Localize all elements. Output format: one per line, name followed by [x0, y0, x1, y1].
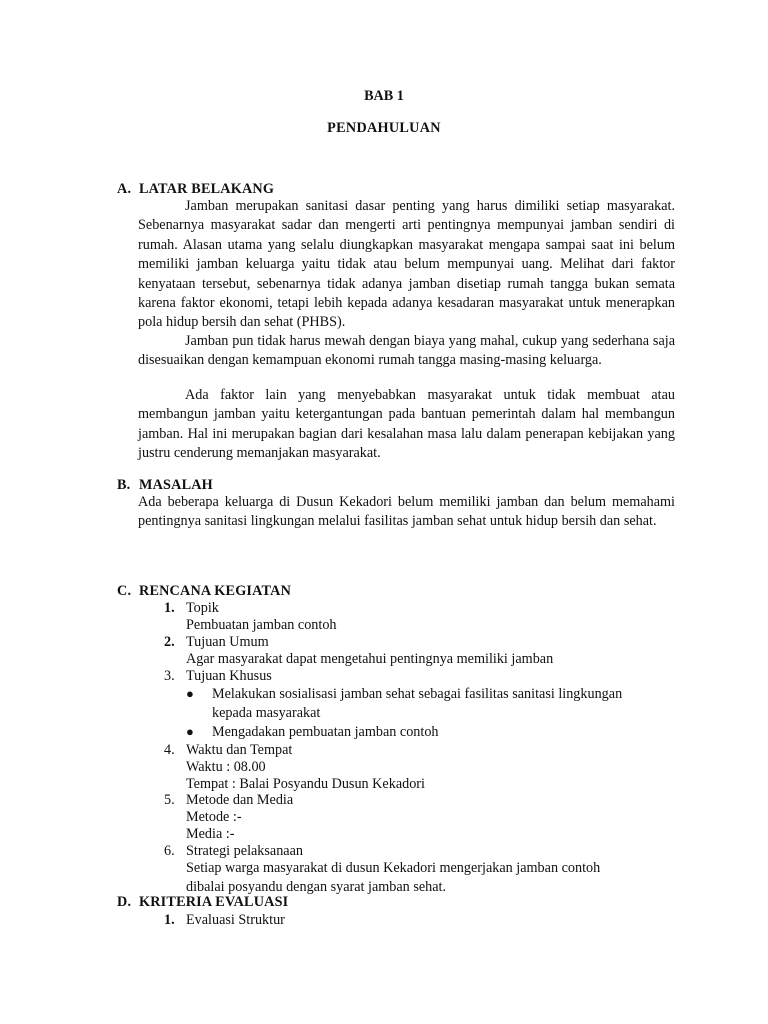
item-detail: Waktu : 08.00	[186, 759, 266, 775]
section-c-heading	[117, 583, 291, 600]
item-label: Waktu dan Tempat	[186, 742, 293, 758]
section-a-p1-body: masyarakat. Sebenarnya masyarakat sadar dan mengerti arti pentingnya mempunyai jamban sendiri di rumah. Alasan utama yang selalu diungkapkan masyarakat mengapa sampai saat ini belum memiliki jamban keluarga yaitu tidak atau belum mempunyai uang. Melihat dari faktor kenyataan tersebut, sebenarnya tidak adanya jamban disetiap rumah tangga bukan semata karena faktor ekonomi, tetapi lebih kepada adanya kesadaran masyarakat untuk menerapkan pola hidup bersih dan sehat (PHBS).	[138, 198, 675, 331]
item-detail: Agar masyarakat dapat mengetahui pentingnya memiliki jamban	[186, 651, 554, 667]
section-b-paragraph-1	[138, 493, 675, 532]
item-label: Tujuan Umum	[186, 634, 269, 650]
list-item	[164, 843, 303, 860]
section-d-title: KRITERIA EVALUASI	[139, 894, 289, 910]
section-b-title: MASALAH	[139, 477, 213, 493]
bullet-item	[186, 724, 439, 741]
item-number: 5.	[164, 792, 175, 808]
section-a-heading	[117, 181, 274, 198]
list-item	[164, 600, 219, 617]
item-number: 3.	[164, 668, 175, 684]
section-a-paragraph-1	[138, 197, 675, 333]
item-label: Tujuan Khusus	[186, 668, 272, 684]
bullet-icon: ●	[186, 724, 194, 739]
item-number: 1.	[164, 912, 175, 928]
section-a-letter: A.	[117, 181, 132, 197]
item-detail: Pembuatan jamban contoh	[186, 617, 337, 633]
section-a-p3-text: Ada faktor lain yang menyebabkan masyarakat untuk tidak membuat atau membangun jamban yaitu ketergantungan pada bantuan pemerintah dalam hal membangun jamban. Hal ini merupakan bagian dari kesalahan masa lalu dalam penerapan kebijakan yang justru cenderung memanjakan masyarakat.	[138, 387, 675, 462]
bullet-item	[186, 686, 622, 703]
section-c-title: RENCANA KEGIATAN	[139, 583, 292, 599]
item-number: 1.	[164, 600, 175, 616]
bullet-text-continued: kepada masyarakat	[212, 705, 321, 721]
section-a-p2-text: Jamban pun tidak harus mewah dengan biaya yang mahal, cukup yang sederhana saja disesuaikan dengan kemampuan ekonomi rumah tangga masing-masing keluarga.	[138, 333, 675, 369]
chapter-title: PENDAHULUAN	[327, 120, 441, 136]
bullet-text: Mengadakan pembuatan jamban contoh	[212, 724, 439, 740]
list-item	[164, 792, 293, 809]
item-label: Evaluasi Struktur	[186, 912, 285, 928]
section-d-letter: D.	[117, 894, 132, 910]
section-b-letter: B.	[117, 477, 131, 493]
section-a-paragraph-2	[138, 332, 675, 371]
bullet-text: Melakukan sosialisasi jamban sehat sebagai fasilitas sanitasi lingkungan	[212, 686, 623, 702]
section-a-title: LATAR BELAKANG	[139, 181, 275, 197]
section-d-heading	[117, 894, 288, 911]
item-number: 6.	[164, 843, 175, 859]
item-number: 2.	[164, 634, 175, 650]
section-b-heading	[117, 477, 213, 494]
bullet-icon: ●	[186, 686, 194, 701]
list-item	[164, 912, 285, 929]
item-number: 4.	[164, 742, 175, 758]
list-item	[164, 742, 292, 759]
item-detail: dibalai posyandu dengan syarat jamban sehat.	[186, 879, 447, 895]
item-label: Metode dan Media	[186, 792, 294, 808]
item-label: Strategi pelaksanaan	[186, 843, 303, 859]
item-detail: Tempat : Balai Posyandu Dusun Kekadori	[186, 776, 425, 792]
item-label: Topik	[186, 600, 219, 616]
section-a-p1-first-line: Jamban merupakan sanitasi dasar penting yang harus dimiliki setiap	[185, 198, 600, 214]
item-detail: Media :-	[186, 826, 235, 842]
section-a-paragraph-3	[138, 386, 675, 464]
list-item	[164, 634, 269, 651]
item-detail: Metode :-	[186, 809, 242, 825]
section-c-letter: C.	[117, 583, 132, 599]
list-item	[164, 668, 272, 685]
section-b-p1-text: Ada beberapa keluarga di Dusun Kekadori belum memiliki jamban dan belum memahami pentingnya sanitasi lingkungan melalui fasilitas jamban sehat untuk hidup bersih dan sehat.	[138, 494, 675, 530]
chapter-number: BAB 1	[364, 88, 404, 104]
item-detail: Setiap warga masyarakat di dusun Kekadori mengerjakan jamban contoh	[186, 860, 601, 876]
